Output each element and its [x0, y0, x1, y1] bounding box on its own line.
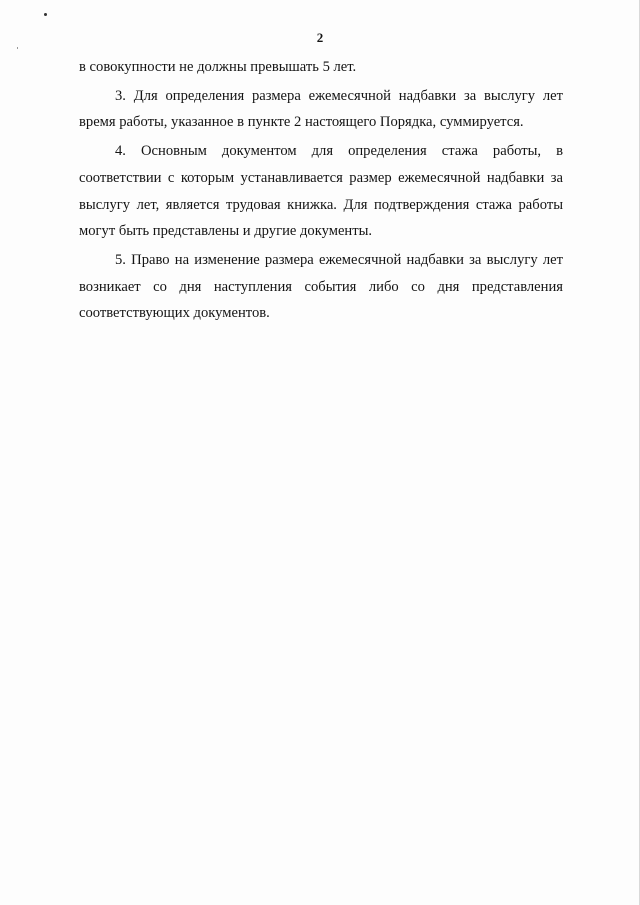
paragraph-item-4: 4. Основным документом для определения стажа работы, в соответствии с которым устанавливается размер ежемесячной надбавки за выслугу лет, является трудовая книжка. Для подтверждения стажа работы могут быть представлены и другие документы.	[79, 143, 563, 240]
scan-speck	[44, 13, 47, 16]
paragraph-item-5: 5. Право на изменение размера ежемесячной надбавки за выслугу лет возникает со дня наступления события либо со дня представления соответствующих документов.	[79, 251, 563, 322]
paragraph-item-3: 3. Для определения размера ежемесячной надбавки за выслугу лет время работы, указанное в пункте 2 настоящего Порядка, суммируется.	[79, 87, 563, 131]
paragraph-continuation: в совокупности не должны превышать 5 лет.	[79, 59, 357, 75]
page-number: 2	[316, 30, 324, 45]
scan-speck	[17, 47, 18, 49]
document-body	[79, 54, 563, 327]
